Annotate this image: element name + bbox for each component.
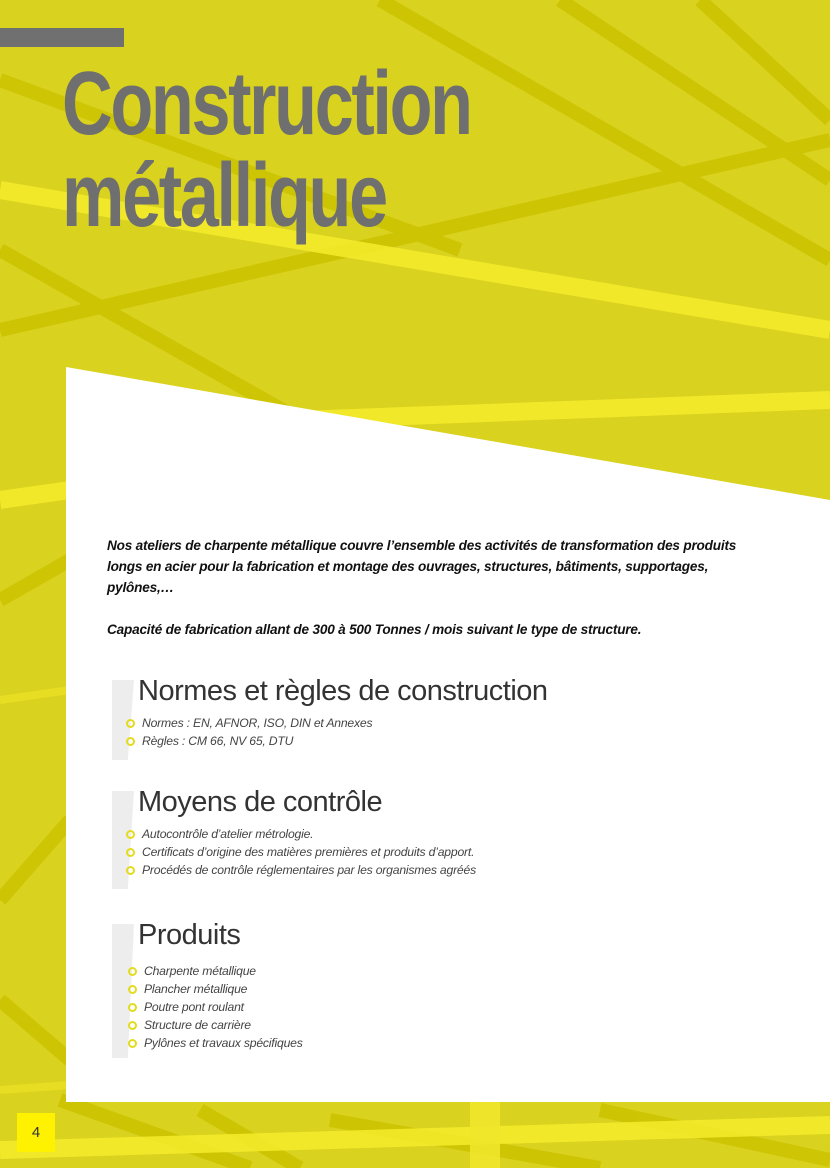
intro-paragraph-1: Nos ateliers de charpente métallique couvre l’ensemble des activités de transformation des produits longs en acier pour la fabrication et montage des ouvrages, structures, bâtiments, supportages, pylônes,… xyxy=(107,538,737,595)
section-list xyxy=(126,714,548,750)
section-normes xyxy=(112,672,548,750)
section-list xyxy=(126,825,476,879)
list-item: Règles : CM 66, NV 65, DTU xyxy=(126,732,548,750)
section-title: Moyens de contrôle xyxy=(138,786,383,818)
section-moyens-controle xyxy=(112,783,476,879)
bullet-icon xyxy=(126,737,135,746)
title-line-1: Construction xyxy=(62,54,471,154)
page-number-badge xyxy=(17,1113,55,1152)
bullet-icon xyxy=(128,985,137,994)
intro-text xyxy=(107,535,767,661)
page-number: 4 xyxy=(31,1124,41,1141)
list-item: Autocontrôle d’atelier métrologie. xyxy=(126,825,476,843)
list-item: Plancher métallique xyxy=(128,980,303,998)
section-list xyxy=(128,962,303,1052)
bullet-icon xyxy=(126,830,135,839)
list-item: Pylônes et travaux spécifiques xyxy=(128,1034,303,1052)
bullet-icon xyxy=(128,1039,137,1048)
bullet-icon xyxy=(128,1021,137,1030)
list-item: Certificats d’origine des matières premières et produits d’apport. xyxy=(126,843,476,861)
bullet-icon xyxy=(128,967,137,976)
header-accent-bar xyxy=(0,28,124,47)
title-line-2: métallique xyxy=(62,146,386,246)
bullet-icon xyxy=(126,719,135,728)
bullet-icon xyxy=(126,866,135,875)
list-item: Structure de carrière xyxy=(128,1016,303,1034)
list-item: Normes : EN, AFNOR, ISO, DIN et Annexes xyxy=(126,714,548,732)
bullet-icon xyxy=(128,1003,137,1012)
page-title xyxy=(62,54,471,246)
section-title: Produits xyxy=(138,919,241,951)
intro-paragraph-2: Capacité de fabrication allant de 300 à 500 Tonnes / mois suivant le type de structure. xyxy=(107,622,642,637)
list-item: Poutre pont roulant xyxy=(128,998,303,1016)
list-item: Charpente métallique xyxy=(128,962,303,980)
section-title: Normes et règles de construction xyxy=(138,675,548,707)
bullet-icon xyxy=(126,848,135,857)
list-item: Procédés de contrôle réglementaires par les organismes agréés xyxy=(126,861,476,879)
section-produits xyxy=(112,916,303,1052)
